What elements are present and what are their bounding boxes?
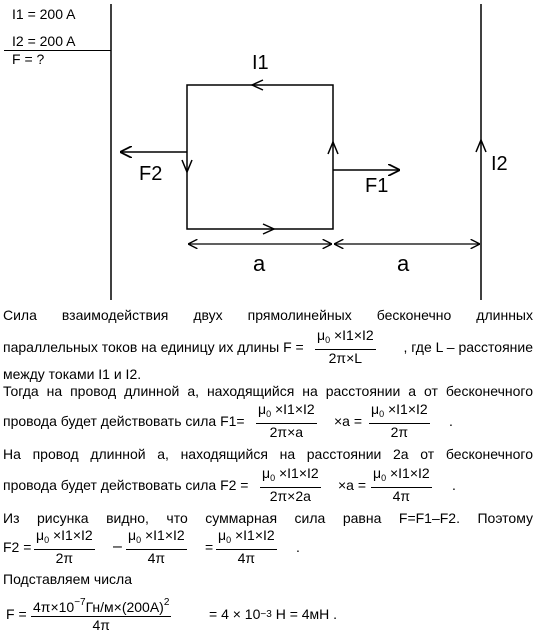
given-find: F = ? — [12, 51, 45, 67]
text-p1-line1: Сила взаимодействия двух прямолинейных бесконечно длинных — [3, 307, 533, 323]
text-p1-line2-b: , где L – расстояние — [403, 339, 533, 355]
given-i2: I2 = 200 A — [12, 33, 76, 49]
label-i1: I1 — [252, 52, 269, 74]
text-p5-line1: Подставляем числа — [3, 571, 132, 587]
text-p1-line2-a: параллельных токов на единицу их длины F = — [3, 339, 304, 355]
formula-final: $\frac{4\pi\times 10^{-7}Гн/м\times(200A)^2}{4\pi}$ — [31, 592, 171, 636]
text-p1-line2 — [3, 327, 533, 367]
label-a-right: a — [397, 251, 410, 276]
physics-diagram — [0, 0, 536, 300]
formula-sum-term1: $\frac{\mu_0 \times I1\times I2}{2\pi}$ — [36, 527, 93, 566]
label-f2: F2 — [139, 163, 163, 185]
formula-sum-result: $\frac{\mu_0 \times I1\times I2}{4\pi}$ — [218, 527, 275, 566]
label-f1: F1 — [365, 175, 389, 197]
formula-f2-step: $\frac{\mu_0 \times I1\times I2}{2\pi\times 2a}$ — [262, 465, 319, 504]
text-p4-line1: Из рисунка видно, что суммарная сила равна F=F1–F2. Поэтому — [3, 510, 533, 526]
formula-f2-result: $\frac{\mu_0 \times I1\times I2}{4\pi}$ — [373, 465, 430, 504]
formula-f-general: $\frac{\mu_0 \times I1\times I2}{2\pi\times L}$ — [317, 327, 374, 366]
current-loop — [187, 85, 333, 229]
text-p1-line3: между токами I1 и I2. — [3, 366, 142, 382]
formula-sum-term2: $\frac{\mu_0 \times I1\times I2}{4\pi}$ — [128, 527, 185, 566]
text-p3-line1: На провод длинной а, находящийся на расстоянии 2а от бесконечного — [3, 446, 533, 462]
formula-f1-result: $\frac{\mu_0 \times I1\times I2}{2\pi}$ — [371, 401, 428, 440]
label-a-left: a — [253, 251, 266, 276]
label-i2: I2 — [491, 153, 508, 175]
text-p2-line1: Тогда на провод длинной а, находящийся на расстоянии а от бесконечного — [3, 383, 533, 399]
formula-f1-step: $\frac{\mu_0 \times I1\times I2}{2\pi\times a}$ — [258, 401, 315, 440]
given-i1: I1 = 200 A — [12, 6, 76, 22]
